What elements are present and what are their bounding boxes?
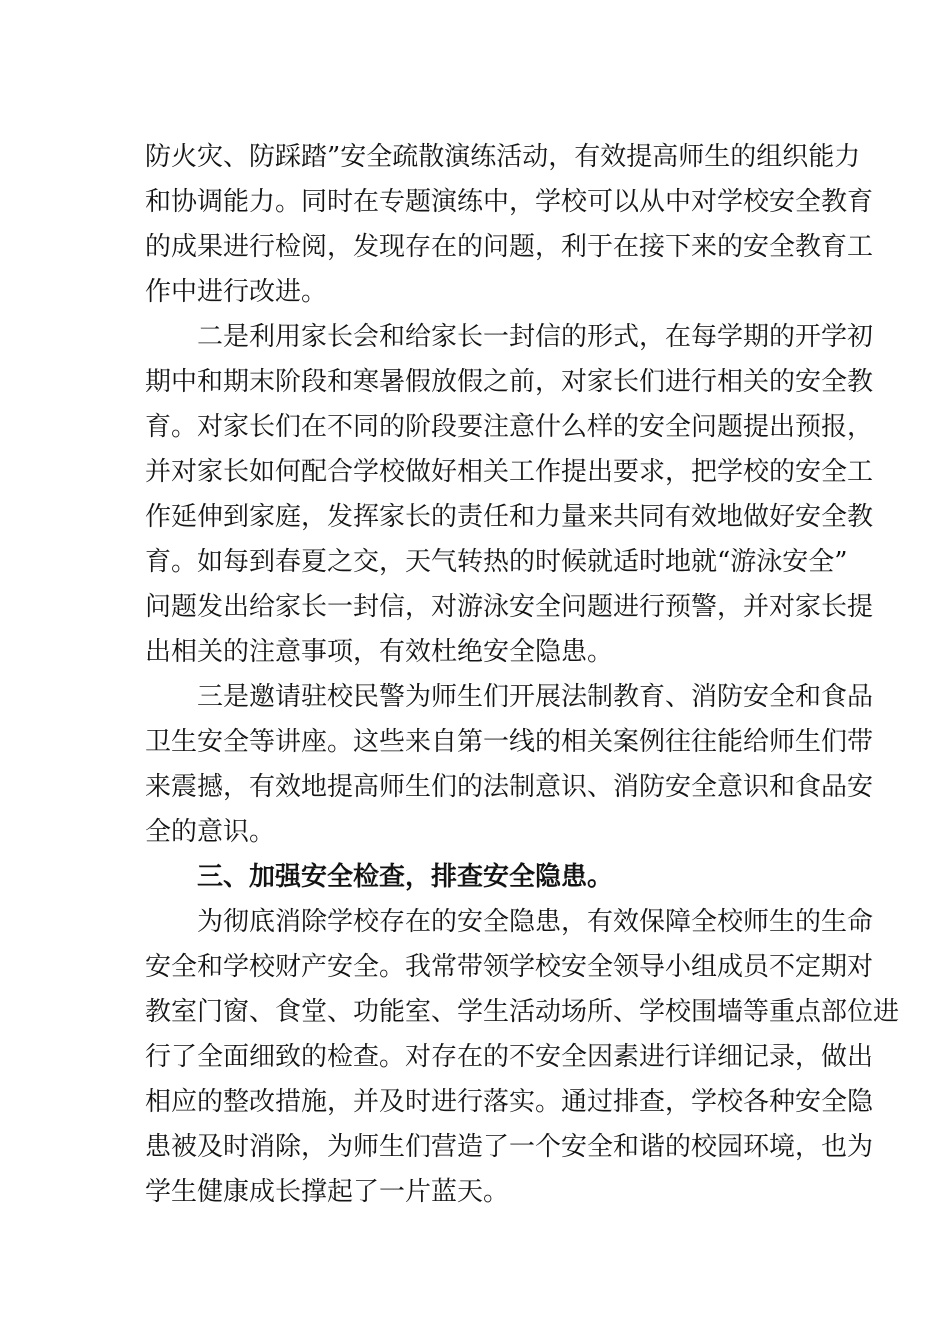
line-text: 二是利用家长会和给家长一封信的形式，在每学期的开学初	[197, 322, 874, 352]
text-line	[0, 994, 950, 1030]
section-heading-text: 三、加强安全检查，排查安全隐患。	[197, 862, 614, 892]
paragraph-start	[0, 904, 950, 940]
paragraph-start	[0, 679, 950, 715]
line-text: 患被及时消除，为师生们营造了一个安全和谐的校园环境，也为	[145, 1132, 874, 1162]
text-line	[0, 1129, 950, 1165]
line-text: 卫生安全等讲座。这些来自第一线的相关案例往往能给师生们带	[145, 727, 874, 757]
text-line	[0, 1084, 950, 1120]
text-line	[0, 274, 950, 310]
line-text: 的成果进行检阅，发现存在的问题，利于在接下来的安全教育工	[145, 232, 874, 262]
line-text: 育。如每到春夏之交，天气转热的时候就适时地就“游泳安全”	[145, 547, 848, 577]
text-line	[0, 184, 950, 220]
text-line	[0, 364, 950, 400]
text-line	[0, 1039, 950, 1075]
line-text: 问题发出给家长一封信，对游泳安全问题进行预警，并对家长提	[145, 592, 874, 622]
line-text: 并对家长如何配合学校做好相关工作提出要求，把学校的安全工	[145, 457, 874, 487]
text-line	[0, 814, 950, 850]
text-line	[0, 949, 950, 985]
line-text: 为彻底消除学校存在的安全隐患，有效保障全校师生的生命	[197, 907, 874, 937]
line-text: 来震撼，有效地提高师生们的法制意识、消防安全意识和食品安	[145, 772, 874, 802]
text-line	[0, 229, 950, 265]
text-line	[0, 1174, 950, 1210]
text-line	[0, 409, 950, 445]
section-heading	[0, 859, 950, 895]
text-line	[0, 139, 950, 175]
line-text: 出相关的注意事项，有效杜绝安全隐患。	[145, 637, 614, 667]
line-text: 育。对家长们在不同的阶段要注意什么样的安全问题提出预报，	[145, 412, 874, 442]
line-text: 教室门窗、食堂、功能室、学生活动场所、学校围墙等重点部位进	[145, 997, 900, 1027]
paragraph-start	[0, 319, 950, 355]
text-line	[0, 724, 950, 760]
line-text: 行了全面细致的检查。对存在的不安全因素进行详细记录，做出	[145, 1042, 874, 1072]
line-text: 相应的整改措施，并及时进行落实。通过排查，学校各种安全隐	[145, 1087, 874, 1117]
line-text: 三是邀请驻校民警为师生们开展法制教育、消防安全和食品	[197, 682, 874, 712]
line-text: 作延伸到家庭，发挥家长的责任和力量来共同有效地做好安全教	[145, 502, 874, 532]
line-text: 作中进行改进。	[145, 277, 328, 307]
line-text: 全的意识。	[145, 817, 276, 847]
text-line	[0, 769, 950, 805]
line-text: 学生健康成长撑起了一片蓝天。	[145, 1177, 510, 1207]
text-line	[0, 499, 950, 535]
text-line	[0, 544, 950, 580]
line-text: 期中和期末阶段和寒暑假放假之前，对家长们进行相关的安全教	[145, 367, 874, 397]
line-text: 和协调能力。同时在专题演练中，学校可以从中对学校安全教育	[145, 187, 874, 217]
text-line	[0, 454, 950, 490]
text-line	[0, 634, 950, 670]
line-text: 安全和学校财产安全。我常带领学校安全领导小组成员不定期对	[145, 952, 874, 982]
text-line	[0, 589, 950, 625]
line-text: 防火灾、防踩踏”安全疏散演练活动，有效提高师生的组织能力	[145, 142, 861, 172]
